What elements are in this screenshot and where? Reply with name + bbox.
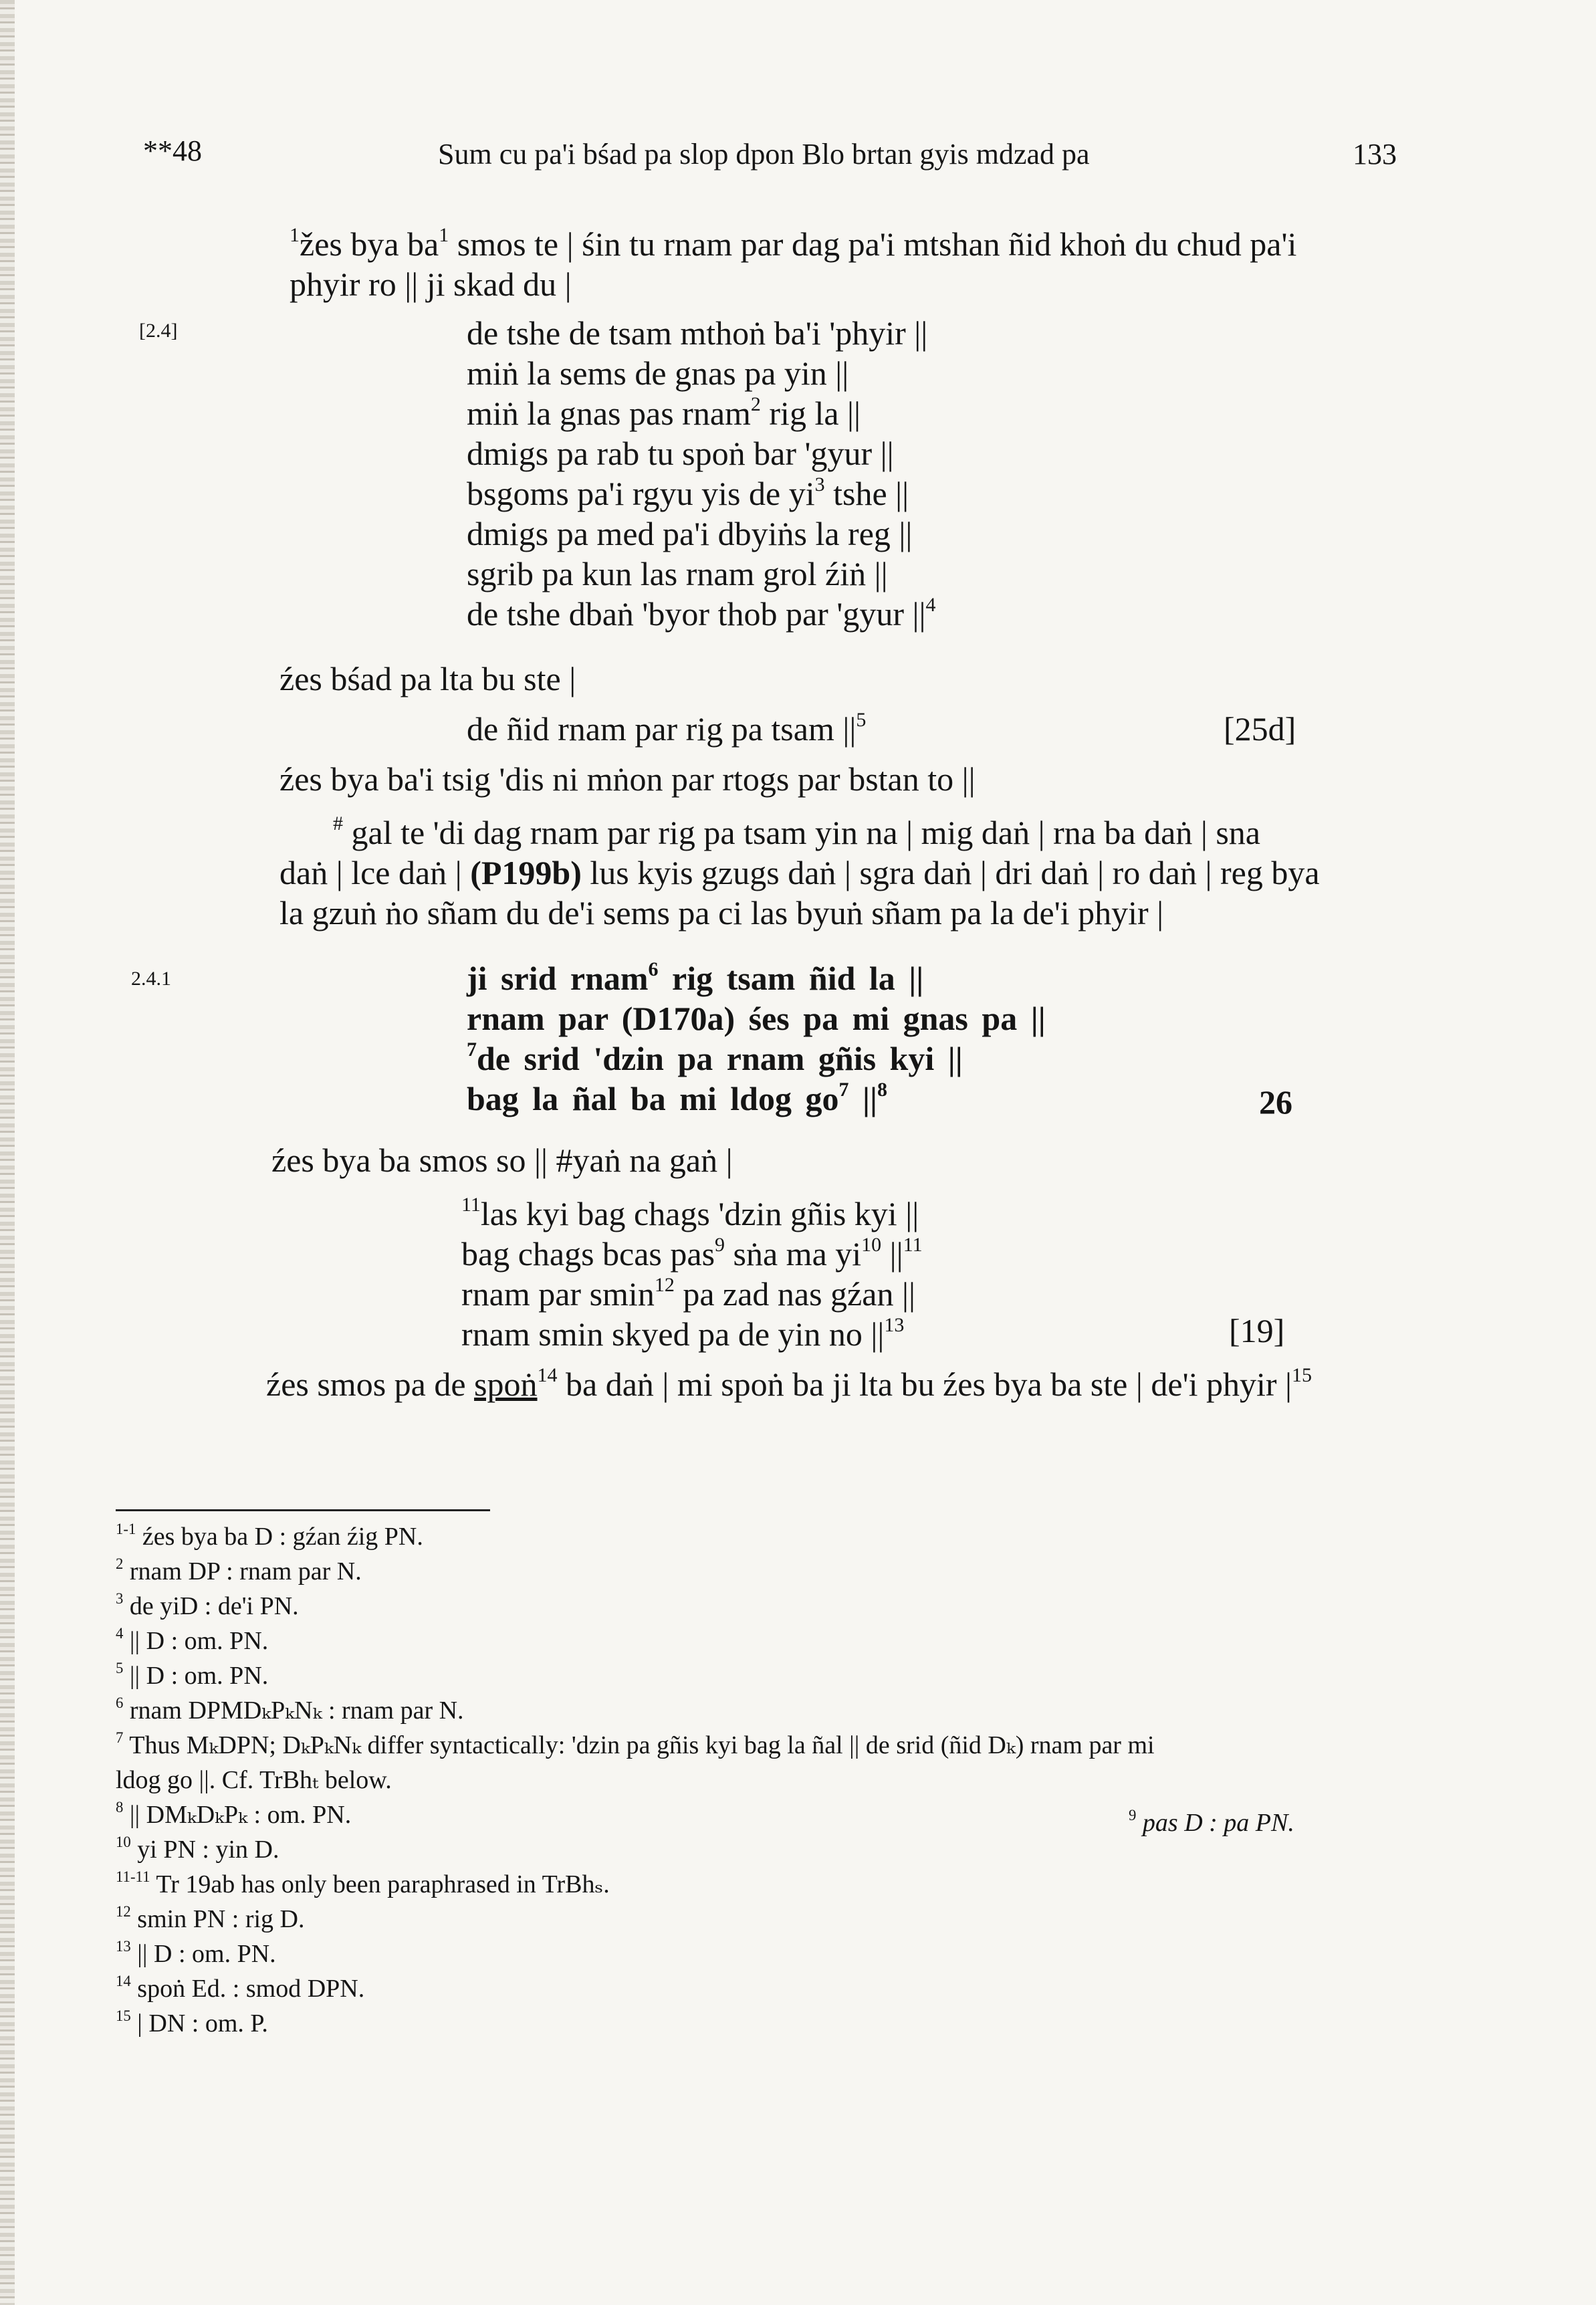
intro-line2: phyir ro || ji skad du | xyxy=(290,265,572,303)
verse-line: dmigs pa med pa'i dbyiṅs la reg || xyxy=(467,515,913,552)
footnote-number: 4 xyxy=(116,1625,124,1642)
footnote-line xyxy=(116,1937,1155,1971)
header-title: Sum cu pa'i bśad pa slop dpon Blo brtan gyis mdzad pa xyxy=(438,138,1090,171)
footnote-number: 15 xyxy=(116,2007,131,2025)
footnote-line xyxy=(116,1763,1155,1797)
footnote-number: 8 xyxy=(116,1799,124,1816)
reference-25d: [25d] xyxy=(1224,710,1296,748)
verse-block-2-4-1 xyxy=(467,958,1046,1119)
footnote-text: de yiD : de'i PN. xyxy=(129,1592,299,1620)
footnote-number: 2 xyxy=(116,1555,124,1573)
footnote-line xyxy=(116,1624,1155,1658)
footnote-number: 12 xyxy=(116,1903,131,1920)
verse-line: dmigs pa rab tu spoṅ bar 'gyur || xyxy=(467,435,894,472)
footnote-9: $^9$ pas D : pa PN. xyxy=(1129,1807,1294,1837)
footnote-rule xyxy=(116,1509,490,1511)
footnote-text: ldog go ||. Cf. TrBhₜ below. xyxy=(116,1766,392,1794)
footnote-text: | DN : om. P. xyxy=(137,2009,268,2038)
footnote-text: spoṅ Ed. : smod DPN. xyxy=(137,1975,365,2003)
footnote-text: || D : om. PN. xyxy=(137,1940,276,1968)
intro-paragraph: $^1$žes bya $ba^1$ smos te | śin tu rnam par dag pa'i mtshan ñid khoṅ du chud pa'i phyir ro || ji skad du | xyxy=(290,224,1297,303)
footnote-line xyxy=(116,1867,1155,1902)
footnote-line xyxy=(116,2006,1155,2041)
footnote-number: 14 xyxy=(116,1973,131,1990)
footnote-number: 5 xyxy=(116,1660,124,1677)
footnote-text: yi PN : yin D. xyxy=(137,1836,279,1864)
paragraph-tsig: źes bya ba'i tsig 'dis ni mṅon par rtogs par bstan to || xyxy=(279,760,976,798)
footnote-text: Thus MₖDPN; DₖPₖNₖ differ syntactically: 'dzin pa gñis kyi bag la ñal || de srid (ñid Dₖ) rnam par mi xyxy=(129,1731,1155,1759)
footnote-line xyxy=(116,1554,1155,1589)
book-binding-edge xyxy=(0,0,15,2305)
paragraph-zes-bsad: źes bśad pa lta bu ste | xyxy=(279,660,576,697)
verse-line: miṅ la sems de gnas pa yin || xyxy=(467,354,849,392)
footnote-text: rnam DP : rnam par N. xyxy=(129,1557,362,1585)
footnote-number: 10 xyxy=(116,1834,131,1851)
reference-26: 26 xyxy=(1259,1083,1292,1121)
footnote-line xyxy=(116,1971,1155,2006)
footnote-text: || D : om. PN. xyxy=(129,1627,269,1655)
paragraph-smos-so: źes bya ba smos so || #yaṅ na gaṅ | xyxy=(271,1141,733,1179)
verse-block-2-4 xyxy=(467,313,936,634)
line-de-nid: de ñid rnam par rig pa tsam $||^5$ xyxy=(467,709,867,748)
footnote-line xyxy=(116,1519,1155,1554)
footnote-number: 7 xyxy=(116,1729,124,1747)
paragraph-last: źes smos pa de spoṅ$^{14}$ ba daṅ | mi spoṅ ba ji lta bu źes bya ba ste | de'i phyir $|^{15}$ xyxy=(266,1364,1313,1403)
verse-line: rnam smin skyed pa de yin no $||^{13}$ xyxy=(461,1314,905,1353)
intro-line1: žes bya ba xyxy=(300,225,439,263)
footnote-line xyxy=(116,1658,1155,1693)
verse-line: ji srid rnam$^6$ rig tsam ñid la || xyxy=(467,958,924,997)
footnote-text: Tr 19ab has only been paraphrased in TrBhₛ. xyxy=(156,1870,610,1898)
footnote-text: rnam DPMDₖPₖNₖ : rnam par N. xyxy=(129,1696,464,1725)
footnote-number: 11-11 xyxy=(116,1868,150,1886)
paragraph-gal-te: # gal te 'di dag rnam par rig pa tsam yin na | mig daṅ | rna ba daṅ | sna daṅ | lce daṅ | (P199b) lus kyis gzugs daṅ | sgra daṅ | dri daṅ | ro daṅ | reg bya la gzuṅ ṅo sñam du de'i sems pa ci las byuṅ sñam pa la de'i phyir | xyxy=(279,812,1320,931)
footnote-line xyxy=(116,1728,1155,1763)
footnote-line xyxy=(116,1797,1155,1832)
footnotes xyxy=(116,1519,1155,2041)
footnote-number: 1-1 xyxy=(116,1521,136,1538)
verse-line: bag chags bcas pas$^9$ sṅa ma $yi^{10}$ $||^{11}$ xyxy=(461,1234,923,1273)
footnote-line xyxy=(116,1902,1155,1937)
footnote-number: 13 xyxy=(116,1938,131,1955)
verse-line: rnam par (D170a) śes pa mi gnas pa || xyxy=(467,1000,1046,1037)
footnote-text: smin PN : rig D. xyxy=(137,1905,305,1933)
section-label-2-4-1: 2.4.1 xyxy=(131,968,171,990)
section-label-2-4: [2.4] xyxy=(139,320,178,342)
verse-line: miṅ la gnas pas rnam$^2$ rig la || xyxy=(467,393,861,432)
footnote-number: 3 xyxy=(116,1590,124,1608)
footnote-text: || DMₖDₖPₖ : om. PN. xyxy=(129,1801,352,1829)
verse-line: $^{11}$las kyi bag chags 'dzin gñis kyi || xyxy=(461,1194,919,1232)
page-number: 133 xyxy=(1353,138,1397,171)
verse-block-19 xyxy=(461,1194,923,1354)
footnote-line xyxy=(116,1589,1155,1624)
reference-19: [19] xyxy=(1229,1312,1285,1349)
footnote-line xyxy=(116,1693,1155,1728)
footnote-line xyxy=(116,1832,1155,1867)
verse-line: $^7$de srid 'dzin pa rnam gñis kyi || xyxy=(467,1038,963,1077)
verse-line: de tshe de tsam mthoṅ ba'i 'phyir || xyxy=(467,314,928,352)
footnote-text: || D : om. PN. xyxy=(129,1662,269,1690)
verse-line: sgrib pa kun las rnam grol źiṅ || xyxy=(467,555,888,592)
verse-line: rnam par smin$^{12}$ pa zad nas gźan || xyxy=(461,1274,915,1313)
footnote-number: 6 xyxy=(116,1694,124,1712)
verse-line: de tshe dbaṅ 'byor thob par 'gyur $||^4$ xyxy=(467,594,936,633)
header-left-id: **48 xyxy=(143,134,202,167)
verse-line: bsgoms pa'i rgyu yis de $yi^3$ tshe || xyxy=(467,473,909,512)
footnote-text: źes bya ba D : gźan źig PN. xyxy=(142,1523,423,1551)
verse-line: bag la ñal ba mi ldog $go^7$ $||^8$ xyxy=(467,1079,887,1117)
